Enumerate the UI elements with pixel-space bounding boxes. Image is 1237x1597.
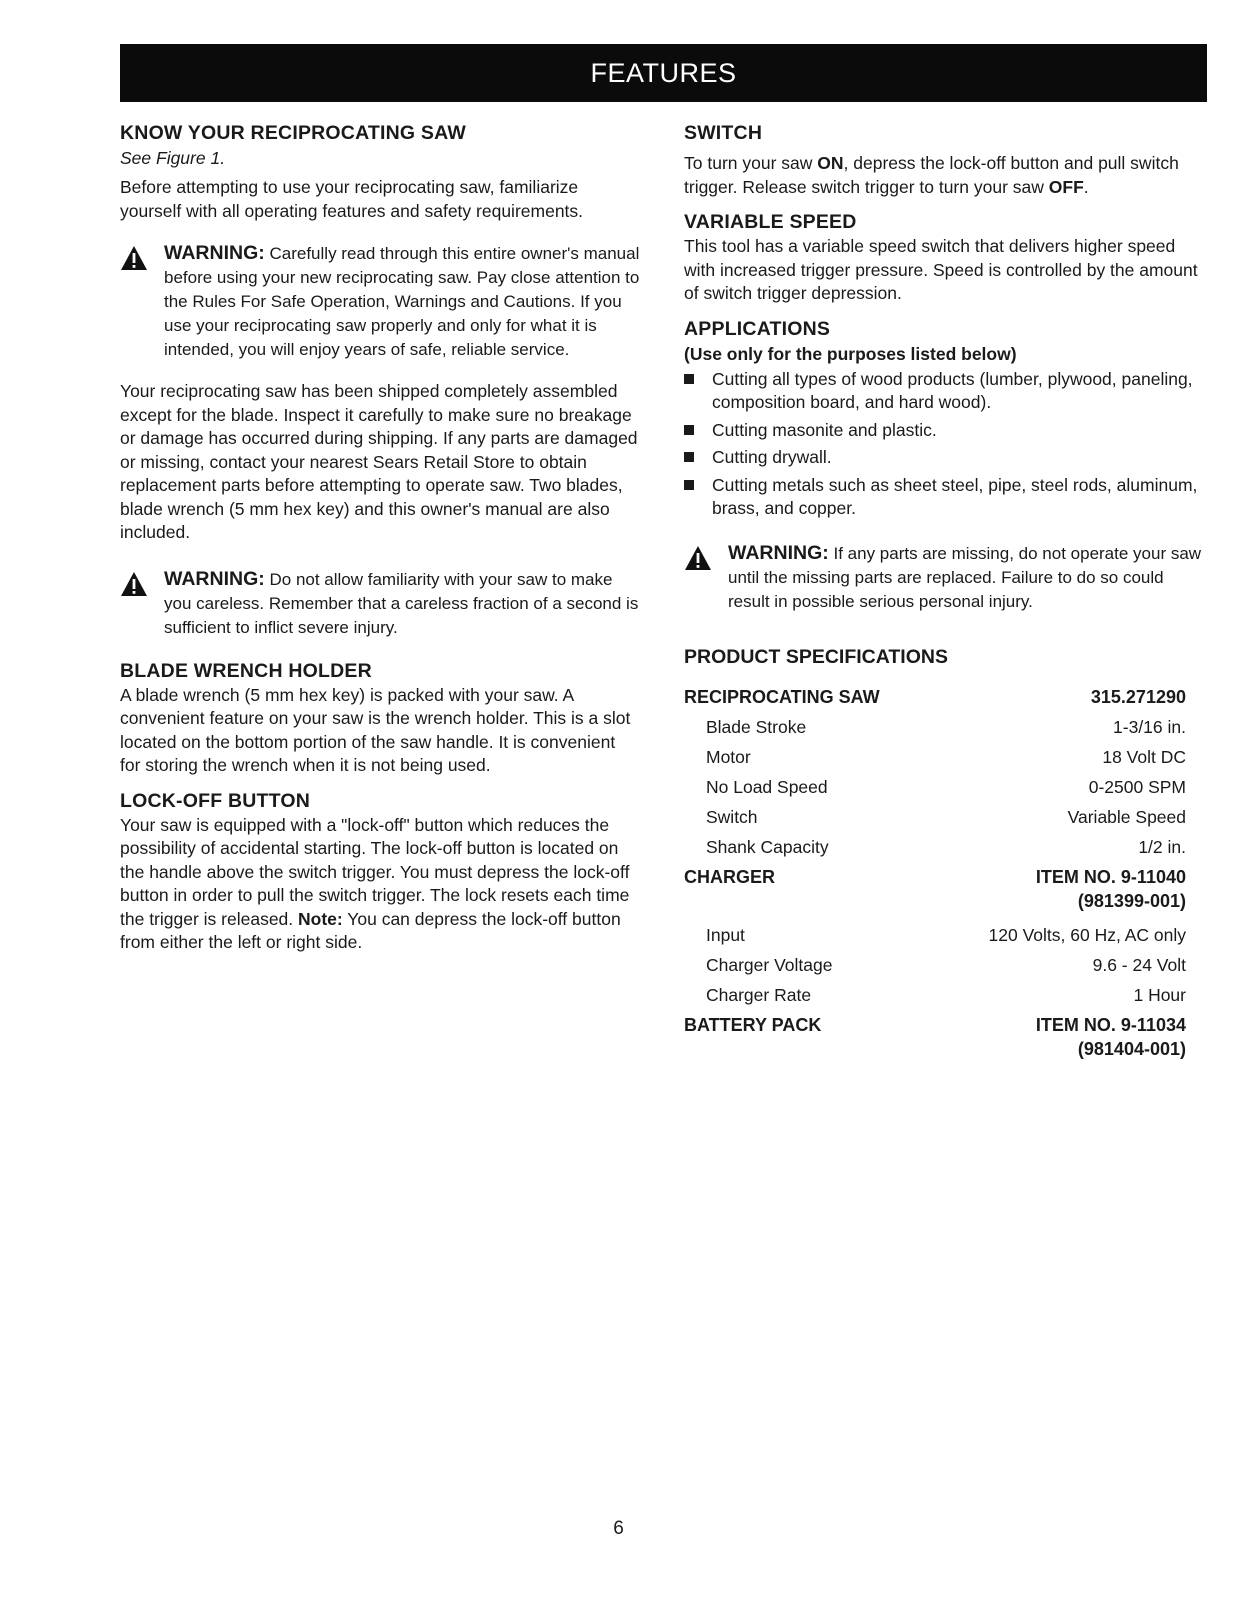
spec-value: (981404-001): [1077, 1038, 1186, 1059]
spec-label: BATTERY PACK: [684, 1014, 822, 1035]
warning-label: WARNING:: [164, 567, 265, 590]
spec-row: [684, 776, 1186, 806]
applications-heading: APPLICATIONS: [684, 317, 831, 340]
spec-row: [684, 924, 1186, 954]
spec-row: [684, 954, 1186, 984]
product-specifications-title: PRODUCT SPECIFICATIONS: [684, 645, 948, 668]
left-column: [120, 120, 640, 955]
spec-label: RECIPROCATING SAW: [684, 686, 880, 707]
spec-value: Variable Speed: [1067, 806, 1186, 827]
warning-label: WARNING:: [728, 541, 829, 564]
list-item-text: Cutting metals such as sheet steel, pipe, steel rods, aluminum, brass, and copper.: [712, 474, 1198, 518]
list-item: [684, 446, 1204, 470]
features-banner: [120, 44, 1207, 102]
lockoff-heading: LOCK-OFF BUTTON: [120, 789, 311, 812]
warning-triangle-icon: [120, 245, 148, 271]
bullet-square-icon: [684, 425, 694, 435]
banner-title: FEATURES: [590, 57, 737, 88]
right-column: [684, 120, 1204, 1072]
spec-value: 120 Volts, 60 Hz, AC only: [988, 924, 1186, 945]
switch-text: [684, 152, 1204, 199]
warning-familiarity: [120, 567, 640, 640]
spec-value: 315.271290: [1090, 686, 1186, 707]
spec-label: Charger Voltage: [706, 954, 833, 975]
spec-label: Motor: [706, 746, 751, 767]
bullet-square-icon: [684, 452, 694, 462]
see-figure: See Figure 1.: [120, 148, 226, 168]
note-label: Note:: [298, 908, 343, 929]
list-item-text: Cutting all types of wood products (lumber, plywood, paneling, composition board, and hard wood).: [712, 368, 1193, 412]
applications-list: [684, 368, 1204, 521]
lockoff-body: Your saw is equipped with a "lock-off" button which reduces the possibility of accidental starting. The lock-off button is located on the handle above the switch trigger. You must depress the lock-off button in order to pull the switch trigger. The lock resets each time the trigger is released.: [120, 814, 630, 929]
switch-text-2: , depress the lock-off button and pull switch trigger. Release switch trigger to turn your saw: [684, 153, 1179, 197]
warning-triangle-icon: [120, 571, 148, 597]
list-item-text: Cutting masonite and plastic.: [712, 419, 937, 440]
spec-label: Blade Stroke: [706, 716, 807, 737]
bullet-square-icon: [684, 374, 694, 384]
blade-wrench-text: A blade wrench (5 mm hex key) is packed with your saw. A convenient feature on your saw is the wrench holder. This is a slot located on the bottom portion of the saw handle. It is convenient for storing the wrench when it is not being used.: [120, 684, 631, 775]
list-item: [684, 368, 1204, 415]
know-heading: KNOW YOUR RECIPROCATING SAW: [120, 122, 466, 144]
switch-text-3: .: [1083, 176, 1089, 197]
spec-row: [684, 746, 1186, 776]
know-intro: Before attempting to use your reciprocating saw, familiarize yourself with all operating features and safety requirements.: [120, 177, 584, 221]
spec-label: Charger Rate: [706, 984, 812, 1005]
lockoff-text: [120, 814, 640, 955]
spec-value: 0-2500 SPM: [1088, 776, 1186, 797]
applications-sub: (Use only for the purposes listed below): [684, 343, 1017, 364]
warning-triangle-icon: [684, 545, 712, 571]
spec-value: ITEM NO. 9-11034: [1035, 1014, 1186, 1035]
spec-row: [684, 984, 1186, 1014]
list-item: [684, 474, 1204, 521]
warning-missing-parts: [684, 541, 1204, 614]
blade-wrench-heading: BLADE WRENCH HOLDER: [120, 659, 372, 682]
note-text: You can depress the lock-off button from either the left or right side.: [120, 908, 621, 952]
list-item-text: Cutting drywall.: [712, 447, 832, 467]
warning-text: Carefully read through this entire owner's manual before using your new reciprocating saw. Pay close attention to the Rules For Safe Operation, Warnings and Cautions. If you use your reciprocating saw properly and only for what it is intended, you will enjoy years of safe, reliable service.: [164, 244, 640, 359]
spec-row: [684, 806, 1186, 836]
page-number: 6: [613, 1518, 624, 1539]
spec-reciprocating-saw: [684, 686, 1186, 716]
spec-value: 1/2 in.: [1138, 836, 1186, 857]
warning-careful-read: [120, 241, 640, 362]
switch-on: ON: [817, 153, 844, 173]
spec-row: [684, 836, 1186, 866]
warning-text: Do not allow familiarity with your saw to make you careless. Remember that a careless fraction of a second is sufficient to inflict severe injury.: [164, 569, 639, 637]
spec-value: 18 Volt DC: [1102, 746, 1186, 767]
warning-label: WARNING:: [164, 242, 265, 264]
spec-value: (981399-001): [1077, 890, 1186, 911]
shipped-paragraph: Your reciprocating saw has been shipped completely assembled except for the blade. Inspect it carefully to make sure no breakage or damage has occurred during shipping. If any parts are damaged or missing, contact your nearest Sears Retail Store to obtain replacement parts before attempting to operate saw. Two blades, blade wrench (5 mm hex key) and this owner's manual are also included.: [120, 381, 638, 542]
switch-off: OFF: [1048, 176, 1084, 197]
spec-value: 1-3/16 in.: [1113, 716, 1186, 737]
spec-value: 1 Hour: [1133, 984, 1186, 1005]
spec-value: ITEM NO. 9-11040: [1035, 866, 1186, 887]
spec-row: [684, 716, 1186, 746]
variable-speed-text: This tool has a variable speed switch that delivers higher speed with increased trigger pressure. Speed is controlled by the amount of switch trigger depression.: [684, 236, 1198, 303]
spec-label: Switch: [706, 806, 758, 827]
variable-speed-heading: VARIABLE SPEED: [684, 211, 857, 233]
spec-value: 9.6 - 24 Volt: [1092, 954, 1186, 975]
spec-label: Input: [706, 924, 745, 945]
switch-heading: SWITCH: [684, 122, 763, 144]
list-item: [684, 419, 1204, 443]
switch-text-1: To turn your saw: [684, 153, 813, 173]
spec-label: Shank Capacity: [706, 836, 829, 857]
spec-label: No Load Speed: [706, 776, 828, 797]
bullet-square-icon: [684, 480, 694, 490]
spec-label: CHARGER: [684, 866, 776, 887]
warning-text: If any parts are missing, do not operate your saw until the missing parts are replaced. Failure to do so could result in possible serious personal injury.: [728, 543, 1202, 611]
